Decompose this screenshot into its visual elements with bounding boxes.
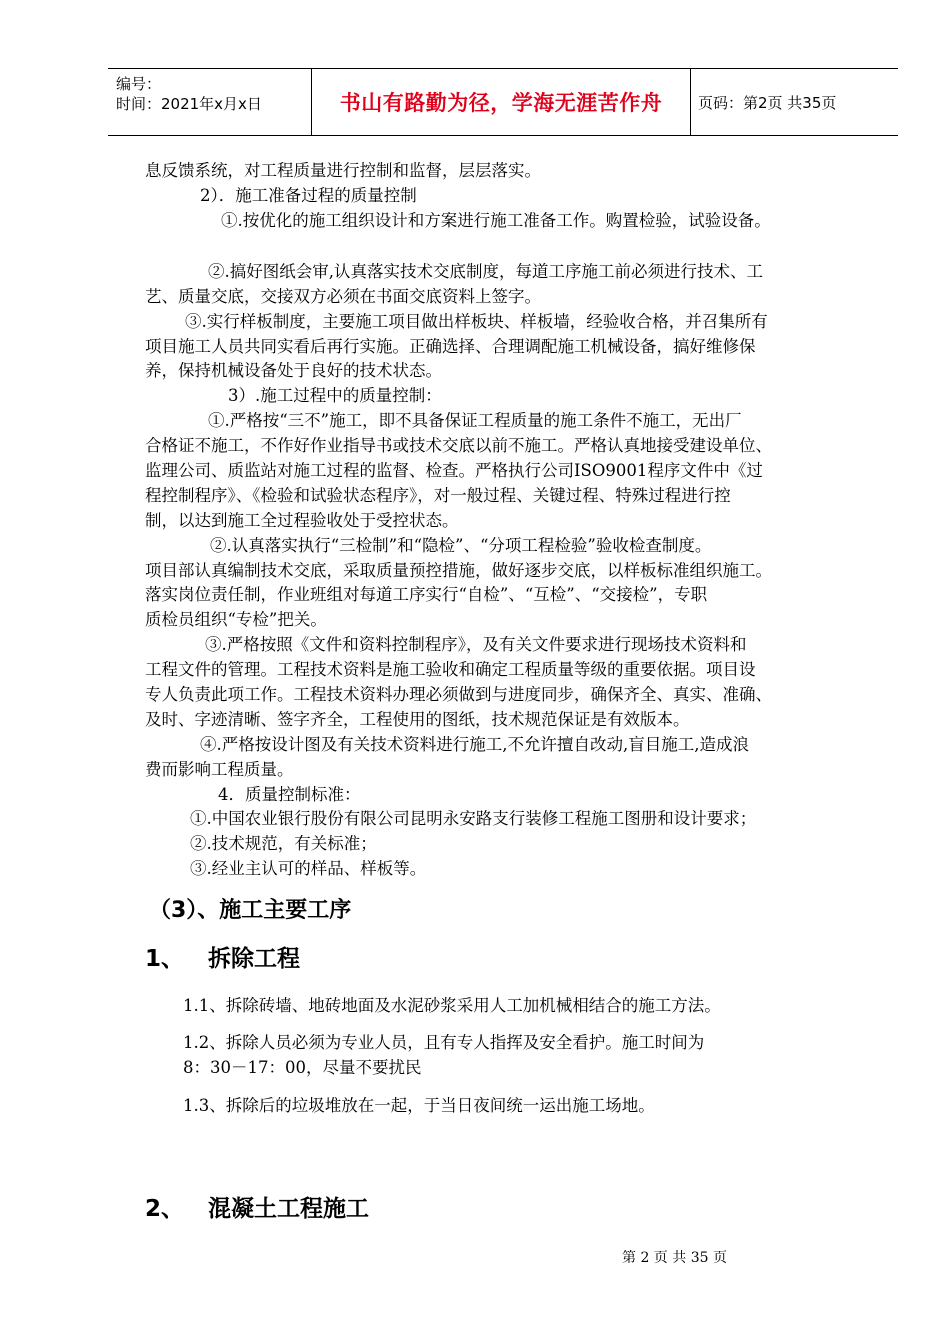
body-line: 3）.施工过程中的质量控制： (228, 386, 442, 405)
subsection-heading (145, 1190, 369, 1223)
body-line: 2）．施工准备过程的质量控制 (200, 186, 417, 205)
subsection-heading (145, 940, 300, 973)
page-header (108, 68, 898, 136)
body-line: 养，保持机械设备处于良好的技术状态。 (145, 361, 442, 380)
page-footer: 第 2 页 共 35 页 (622, 1250, 727, 1266)
body-line: ①.严格按“三不”施工，即不具备保证工程质量的施工条件不施工，无出厂 (208, 411, 742, 430)
body-line: ②.搞好图纸会审,认真落实技术交底制度，每道工序施工前必须进行技术、工 (208, 262, 763, 281)
date-label: 时间：2021年x月x日 (116, 95, 262, 113)
body-line: 4．质量控制标准： (218, 785, 361, 804)
body-line: ①.中国农业银行股份有限公司昆明永安路支行装修工程施工图册和设计要求； (190, 809, 757, 828)
body-line: 1.1、拆除砖墙、地砖地面及水泥砂浆采用人工加机械相结合的施工方法。 (183, 996, 721, 1015)
body-line: ②.技术规范，有关标准； (190, 834, 377, 853)
body-line: 项目部认真编制技术交底，采取质量预控措施，做好逐步交底，以样板标准组织施工。 (145, 561, 772, 580)
body-line: ③.严格按照《文件和资料控制程序》，及有关文件要求进行现场技术资料和 (205, 635, 747, 654)
header-info-cell (108, 69, 311, 135)
subsection-number: 1、 (145, 946, 185, 972)
subsection-title: 混凝土工程施工 (208, 1196, 370, 1222)
section-heading: （3）、施工主要工序 (149, 898, 352, 923)
body-line: 专人负责此项工作。工程技术资料办理必须做到与进度同步，确保齐全、真实、准确、 (145, 685, 772, 704)
body-line: 质检员组织“专检”把关。 (145, 610, 327, 629)
serial-label: 编号： (116, 75, 162, 93)
body-line: 费而影响工程质量。 (145, 760, 294, 779)
subsection-number: 2、 (145, 1196, 185, 1222)
header-page-cell (690, 69, 898, 135)
body-line: 8：30－17：00，尽量不要扰民 (183, 1058, 422, 1077)
body-line: ③.实行样板制度，主要施工项目做出样板块、样板墙，经验收合格，并召集所有 (185, 312, 768, 331)
body-line: 1.3、拆除后的垃圾堆放在一起，于当日夜间统一运出施工场地。 (183, 1096, 655, 1115)
body-line: 1.2、拆除人员必须为专业人员，且有专人指挥及安全看护。施工时间为 (183, 1033, 705, 1052)
body-line: ③.经业主认可的样品、样板等。 (190, 859, 427, 878)
body-line: 及时、字迹清晰、签字齐全，工程使用的图纸，技术规范保证是有效版本。 (145, 710, 690, 729)
body-line: ①.按优化的施工组织设计和方案进行施工准备工作。购置检验，试验设备。 (221, 211, 771, 230)
body-line: 程控制程序》、《检验和试验状态程序》，对一般过程、关键过程、特殊过程进行控 (145, 486, 731, 505)
subsection-title: 拆除工程 (208, 946, 301, 972)
body-line: ②.认真落实执行“三检制”和“隐检”、“分项工程检验”验收检查制度。 (210, 536, 712, 555)
body-line: 项目施工人员共同实看后再行实施。正确选择、合理调配施工机械设备，搞好维修保 (145, 337, 756, 356)
motto-text: 书山有路勤为径，学海无涯苦作舟 (339, 91, 663, 115)
body-line: 监理公司、质监站对施工过程的监督、检查。严格执行公司ISO9001程序文件中《过 (145, 461, 763, 480)
body-line: 制，以达到施工全过程验收处于受控状态。 (145, 511, 459, 530)
body-line: 合格证不施工，不作好作业指导书或技术交底以前不施工。严格认真地接受建设单位、 (145, 436, 772, 455)
body-line: 工程文件的管理。工程技术资料是施工验收和确定工程质量等级的重要依据。项目设 (145, 660, 756, 679)
header-motto-cell (311, 69, 691, 135)
body-line: ④.严格按设计图及有关技术资料进行施工,不允许擅自改动,盲目施工,造成浪 (200, 735, 749, 754)
body-line: 艺、质量交底，交接双方必须在书面交底资料上签字。 (145, 287, 541, 306)
body-line: 息反馈系统，对工程质量进行控制和监督，层层落实。 (145, 161, 541, 180)
page-label: 页码：第2页 共35页 (698, 93, 837, 112)
body-line: 落实岗位责任制，作业班组对每道工序实行“自检”、“互检”、“交接检”，专职 (145, 585, 708, 604)
